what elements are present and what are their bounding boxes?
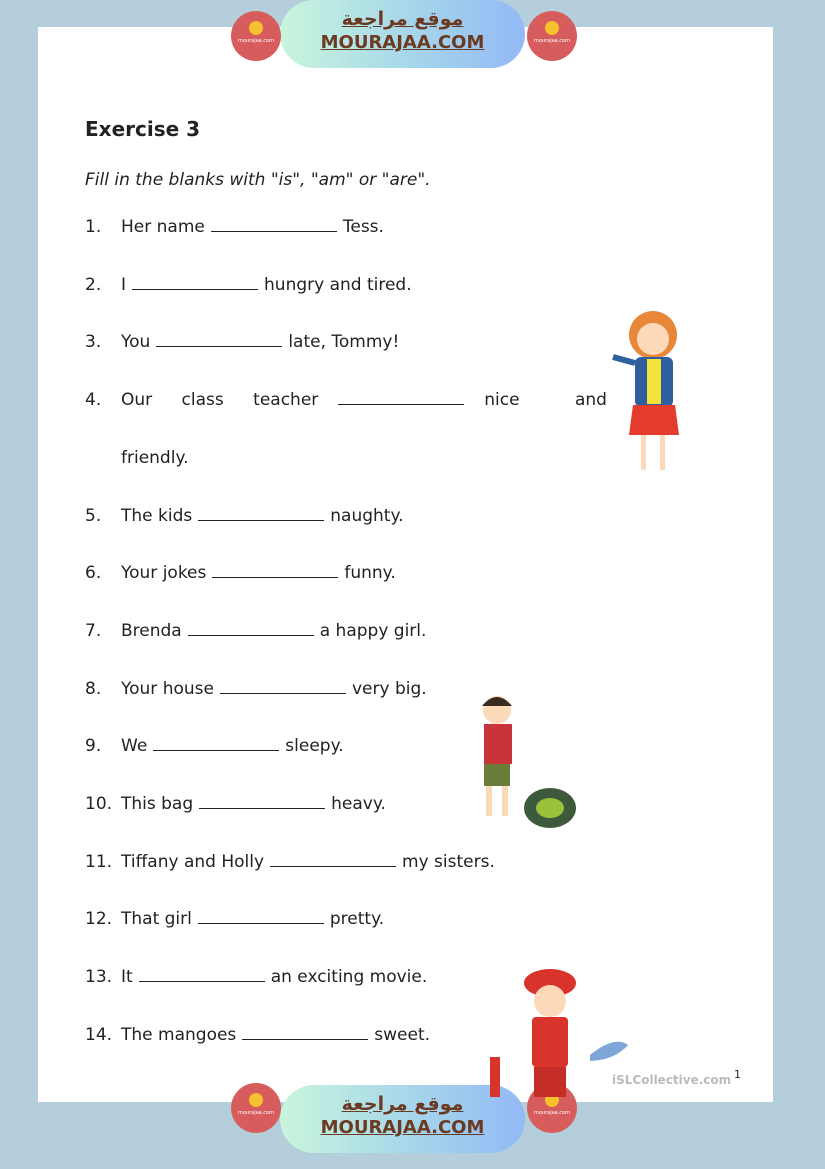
- firefighter-illustration: [490, 965, 630, 1100]
- item-number: 14.: [85, 1024, 113, 1045]
- exercise-item: [85, 506, 404, 526]
- item-text-before: It: [121, 967, 133, 988]
- exercise-item: [85, 852, 495, 872]
- banner-arabic: موقع مراجعة: [341, 8, 464, 30]
- logo-text: mourajaa.com: [237, 38, 274, 44]
- answer-blank[interactable]: [199, 794, 325, 809]
- item-text-before: Your house: [121, 678, 214, 699]
- item-text-before: Tiffany and Holly: [121, 851, 265, 872]
- answer-blank[interactable]: [198, 506, 324, 521]
- banner-site: MOURAJAA.COM: [320, 1117, 485, 1138]
- item-text-after: my sisters.: [402, 851, 495, 872]
- answer-blank[interactable]: [188, 621, 314, 636]
- item-text-before: Brenda: [121, 620, 182, 641]
- exercise-item: [85, 1025, 430, 1045]
- answer-blank[interactable]: [139, 967, 265, 982]
- exercise-item: [85, 332, 399, 352]
- item-number: 3.: [85, 332, 102, 353]
- item-text-after: funny.: [344, 563, 396, 584]
- item-number: 1.: [85, 217, 102, 237]
- exercise-item: [85, 621, 426, 641]
- item-text-after: sleepy.: [285, 736, 344, 757]
- item-number: 6.: [85, 563, 102, 584]
- item-text-after: hungry and tired.: [264, 274, 412, 295]
- item-text-after: nice and: [484, 390, 607, 411]
- item-text-after: Tess.: [342, 217, 384, 237]
- item-text-after: a happy girl.: [319, 620, 427, 641]
- item-text-after: late, Tommy!: [288, 332, 400, 353]
- site-logo: [231, 1083, 281, 1133]
- item-text-after: an exciting movie.: [270, 967, 428, 988]
- answer-blank[interactable]: [220, 679, 346, 694]
- logo-text: mourajaa.com: [533, 1110, 570, 1116]
- item-text-before: You: [121, 332, 151, 353]
- answer-blank[interactable]: [270, 852, 396, 867]
- exercise-item: [85, 679, 427, 699]
- instruction: Fill in the blanks with "is", "am" or "are".: [85, 170, 431, 190]
- site-logo: [231, 11, 281, 61]
- item-number: 11.: [85, 851, 113, 872]
- teacher-illustration: [605, 305, 695, 480]
- item-text-after: naughty.: [330, 505, 404, 526]
- item-text-after: very big.: [351, 678, 427, 699]
- exercise-item: [85, 909, 384, 929]
- item-number: 2.: [85, 274, 102, 295]
- item-text-before: I: [121, 274, 127, 295]
- exercise-item: [85, 967, 427, 987]
- exercise-item: [85, 448, 189, 468]
- item-number: 12.: [85, 909, 113, 930]
- exercise-item: [85, 794, 386, 814]
- answer-blank[interactable]: [338, 390, 464, 405]
- item-number: 9.: [85, 736, 102, 757]
- answer-blank[interactable]: [156, 332, 282, 347]
- item-text-after: heavy.: [331, 794, 386, 814]
- item-number: 13.: [85, 967, 113, 988]
- item-text-before: Her name: [121, 217, 205, 237]
- item-text-after: sweet.: [374, 1024, 431, 1045]
- exercise-item: [85, 217, 384, 237]
- logo-text: mourajaa.com: [237, 1110, 274, 1116]
- item-text-before: Your jokes: [121, 563, 207, 584]
- item-text-before: We: [121, 736, 148, 757]
- boy-with-bag-illustration: [462, 688, 597, 838]
- answer-blank[interactable]: [242, 1025, 368, 1040]
- item-text-before: The kids: [121, 505, 193, 526]
- item-text-before: This bag: [121, 794, 194, 814]
- page-number: 1: [734, 1068, 741, 1081]
- answer-blank[interactable]: [212, 563, 338, 578]
- item-text-before: Our class teacher: [121, 390, 319, 411]
- banner-arabic: موقع مراجعة: [341, 1093, 464, 1115]
- item-number: 10.: [85, 794, 113, 814]
- answer-blank[interactable]: [153, 736, 279, 751]
- item-number: 8.: [85, 678, 102, 699]
- islcollective-credit: iSLCollective.com: [612, 1073, 732, 1087]
- answer-blank[interactable]: [198, 909, 324, 924]
- answer-blank[interactable]: [132, 275, 258, 290]
- item-number: 5.: [85, 505, 102, 526]
- logo-text: mourajaa.com: [533, 38, 570, 44]
- item-text-before: friendly.: [121, 447, 189, 468]
- item-text-after: pretty.: [329, 909, 385, 930]
- item-text-before: That girl: [121, 909, 192, 930]
- exercise-title: Exercise 3: [85, 117, 201, 141]
- item-text-before: The mangoes: [121, 1024, 237, 1045]
- exercise-item: [85, 736, 344, 756]
- exercise-item: [85, 275, 412, 295]
- item-number: 7.: [85, 620, 102, 641]
- exercise-item: [85, 563, 396, 583]
- item-number: 4.: [85, 390, 102, 411]
- exercise-item: [85, 390, 607, 410]
- site-banner-bottom[interactable]: [280, 1085, 525, 1153]
- banner-site: MOURAJAA.COM: [320, 32, 485, 53]
- site-banner-top[interactable]: [280, 0, 525, 68]
- answer-blank[interactable]: [211, 217, 337, 232]
- site-logo: [527, 11, 577, 61]
